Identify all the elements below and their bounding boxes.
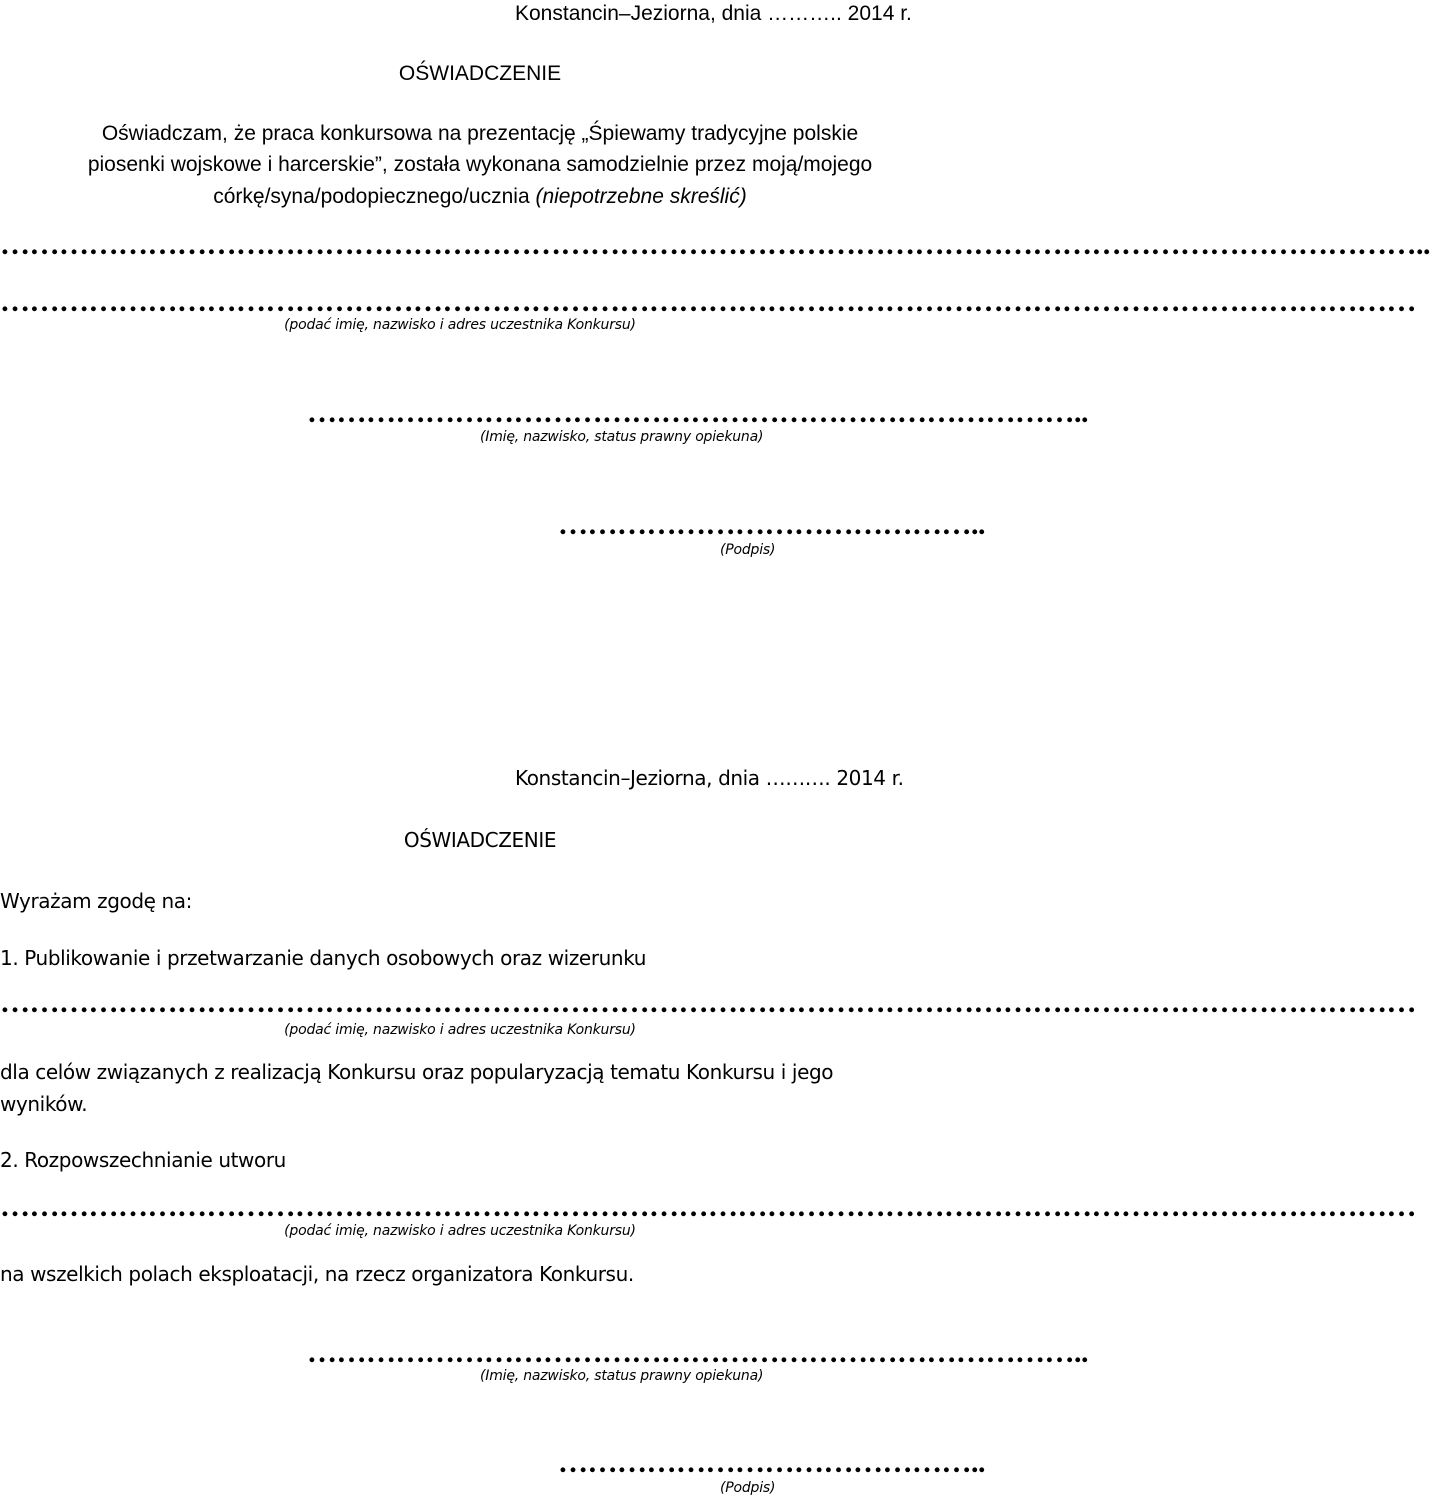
signature-dots-2[interactable]: …………………………………….. xyxy=(558,1446,985,1479)
signature-hint: (Podpis) xyxy=(720,542,776,558)
statement-line-3-main: córkę/syna/podopiecznego/ucznia xyxy=(213,185,536,208)
place-date-header-2: Konstancin–Jeziorna, dnia ………. 2014 r. xyxy=(515,766,904,790)
strike-out-note: (niepotrzebne skreślić) xyxy=(535,185,747,208)
statement-line-2: piosenki wojskowe i harcerskie”, została wykonana samodzielnie przez moją/mojego xyxy=(87,153,873,176)
consent-intro: Wyrażam zgodę na: xyxy=(0,889,192,913)
document-title-2: OŚWIADCZENIE xyxy=(403,828,557,852)
signature-hint-2: (Podpis) xyxy=(720,1480,776,1496)
place-date-header: Konstancin–Jeziorna, dnia ……….. 2014 r. xyxy=(515,2,912,25)
document-title: OŚWIADCZENIE xyxy=(398,62,562,85)
guardian-dots-2[interactable]: …………………………………………………………………….. xyxy=(307,1336,1088,1369)
item1-purpose-line-1: dla celów związanych z realizacją Konkursu oraz popularyzacją tematu Konkursu i jego xyxy=(0,1060,834,1084)
consent-item-1: 1. Publikowanie i przetwarzanie danych osobowych oraz wizerunku xyxy=(0,946,647,970)
item2-scope: na wszelkich polach eksploatacji, na rzecz organizatora Konkursu. xyxy=(0,1262,634,1286)
item2-participant-dots[interactable]: ……………………………………………………………………………………………………………………………… xyxy=(0,1190,1416,1223)
item1-participant-hint: (podać imię, nazwisko i adres uczestnika Konkursu) xyxy=(284,1022,636,1038)
item1-purpose-line-2: wyników. xyxy=(0,1092,88,1116)
statement-line-1: Oświadczam, że praca konkursowa na prezentację „Śpiewamy tradycyjne polskie xyxy=(101,122,859,145)
guardian-hint: (Imię, nazwisko, status prawny opiekuna) xyxy=(480,429,764,445)
guardian-dots[interactable]: …………………………………………………………………….. xyxy=(307,396,1088,429)
item2-participant-hint: (podać imię, nazwisko i adres uczestnika Konkursu) xyxy=(284,1223,636,1239)
participant-hint: (podać imię, nazwisko i adres uczestnika Konkursu) xyxy=(284,317,636,333)
item1-participant-dots[interactable]: ……………………………………………………………………………………………………………………………… xyxy=(0,986,1416,1019)
signature-dots[interactable]: …………………………………….. xyxy=(558,508,985,541)
consent-item-2: 2. Rozpowszechnianie utworu xyxy=(0,1148,286,1172)
guardian-hint-2: (Imię, nazwisko, status prawny opiekuna) xyxy=(480,1368,764,1384)
participant-dots-line-2[interactable]: ……………………………………………………………………………………………………………………………… xyxy=(0,285,1416,318)
participant-dots-line-1[interactable]: ……………………………………………………………………………………………………………………………….. xyxy=(0,228,1430,261)
statement-line-3 xyxy=(0,185,960,209)
